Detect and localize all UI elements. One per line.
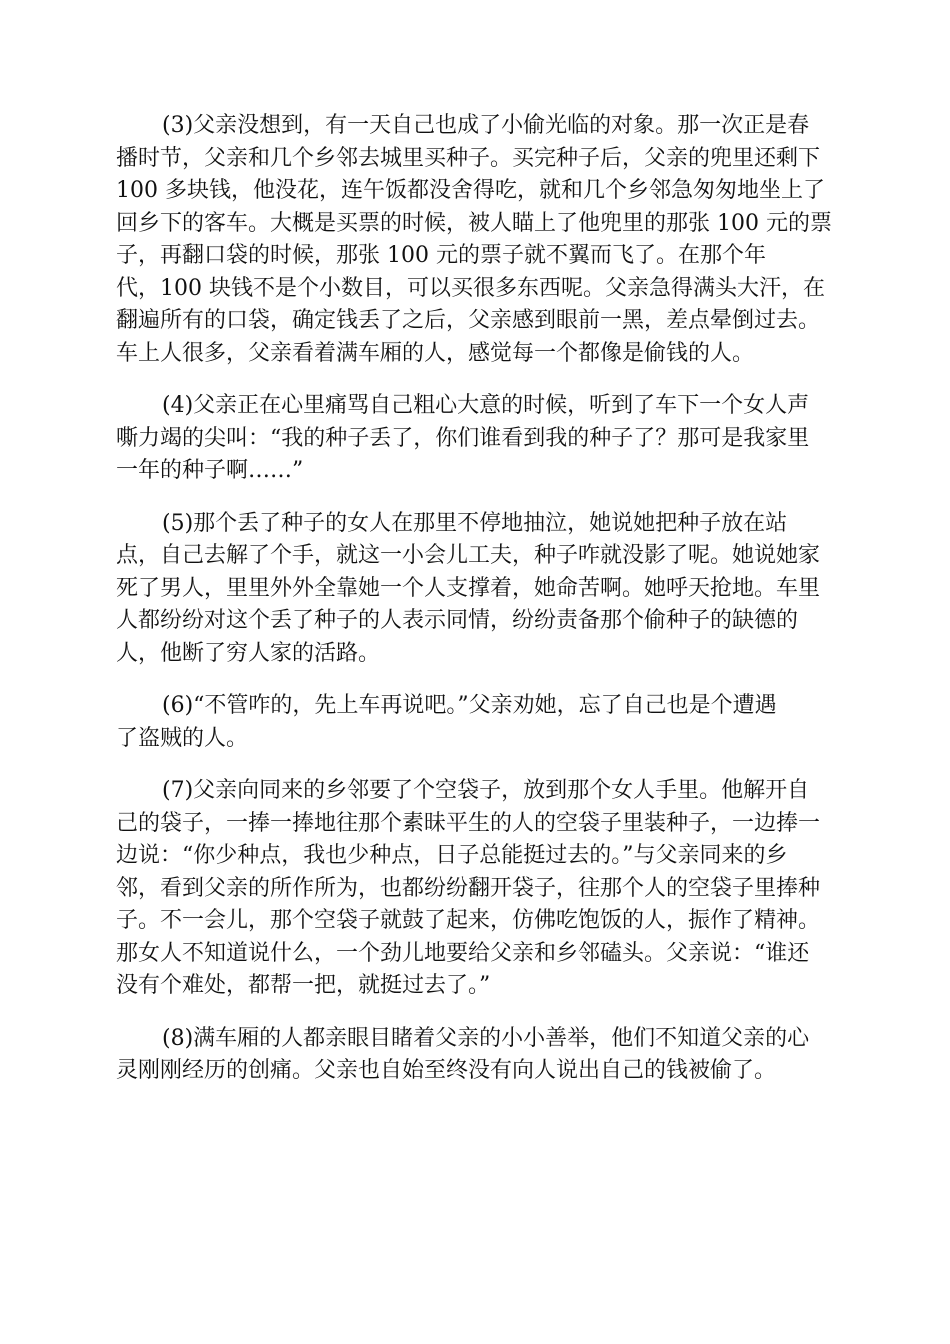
paragraph-line: (7)父亲向同来的乡邻要了个空袋子，放到那个女人手里。他解开自 bbox=[162, 778, 810, 803]
paragraph-line: 了盗贼的人。 bbox=[116, 725, 249, 751]
paragraph bbox=[116, 390, 840, 488]
paragraph-line: 播时节，父亲和几个乡邻去城里买种子。买完种子后，父亲的兜里还剩下 bbox=[116, 145, 821, 171]
paragraph-line: 车上人很多，父亲看着满车厢的人，感觉每一个都像是偷钱的人。 bbox=[116, 340, 755, 366]
paragraph-line: 嘶力竭的尖叫：“我的种子丢了，你们谁看到我的种子了？那可是我家里 bbox=[116, 425, 810, 451]
paragraph-line: 死了男人，里里外外全靠她一个人支撑着，她命苦啊。她呼天抢地。车里 bbox=[116, 575, 821, 601]
paragraph-line: 人，他断了穷人家的活路。 bbox=[116, 640, 381, 666]
paragraph-line: 人都纷纷对这个丢了种子的人表示同情，纷纷责备那个偷种子的缺德的 bbox=[116, 608, 799, 633]
paragraph-line: 子，再翻口袋的时候，那张 100 元的票子就不翼而飞了。在那个年 bbox=[116, 243, 766, 268]
paragraph bbox=[116, 508, 840, 671]
paragraph bbox=[116, 690, 840, 755]
paragraph bbox=[116, 110, 840, 370]
paragraph-line: 点，自己去解了个手，就这一小会儿工夫，种子咋就没影了呢。她说她家 bbox=[116, 543, 821, 568]
paragraph bbox=[116, 1023, 840, 1088]
paragraph-line: (4)父亲正在心里痛骂自己粗心大意的时候，听到了车下一个女人声 bbox=[162, 393, 810, 418]
paragraph-line: 子。不一会儿，那个空袋子就鼓了起来，仿佛吃饱饭的人，振作了精神。 bbox=[116, 908, 821, 933]
paragraph-line: 回乡下的客车。大概是买票的时候，被人瞄上了他兜里的那张 100 元的票 bbox=[116, 210, 832, 236]
article-body bbox=[116, 110, 840, 1088]
paragraph-line: 邻，看到父亲的所作所为，也都纷纷翻开袋子，往那个人的空袋子里捧种 bbox=[116, 875, 821, 901]
paragraph-line: (3)父亲没想到，有一天自己也成了小偷光临的对象。那一次正是春 bbox=[162, 113, 810, 138]
paragraph-line: 翻遍所有的口袋，确定钱丢了之后，父亲感到眼前一黑，差点晕倒过去。 bbox=[116, 308, 821, 333]
paragraph-line: 一年的种子啊……” bbox=[116, 458, 304, 483]
paragraph-line: (6)“不管咋的，先上车再说吧。”父亲劝她，忘了自己也是个遭遇 bbox=[162, 693, 777, 718]
paragraph-line: 灵刚刚经历的创痛。父亲也自始至终没有向人说出自己的钱被偷了。 bbox=[116, 1058, 777, 1083]
paragraph-line: 没有个难处，都帮一把，就挺过去了。” bbox=[116, 973, 491, 998]
paragraph-line: 那女人不知道说什么，一个劲儿地要给父亲和乡邻磕头。父亲说：“谁还 bbox=[116, 940, 810, 966]
paragraph bbox=[116, 775, 840, 1003]
paragraph-line: (8)满车厢的人都亲眼目睹着父亲的小小善举，他们不知道父亲的心 bbox=[162, 1025, 810, 1051]
paragraph-line: 己的袋子，一捧一捧地往那个素昧平生的人的空袋子里装种子，一边捧一 bbox=[116, 810, 821, 836]
paragraph-line: 边说：“你少种点，我也少种点，日子总能挺过去的。”与父亲同来的乡 bbox=[116, 843, 788, 868]
paragraph-line: 100 多块钱，他没花，连午饭都没舍得吃，就和几个乡邻急匆匆地坐上了 bbox=[116, 178, 825, 203]
paragraph-line: (5)那个丢了种子的女人在那里不停地抽泣，她说她把种子放在站 bbox=[162, 510, 788, 536]
paragraph-line: 代，100 块钱不是个小数目，可以买很多东西呢。父亲急得满头大汗，在 bbox=[116, 275, 825, 301]
